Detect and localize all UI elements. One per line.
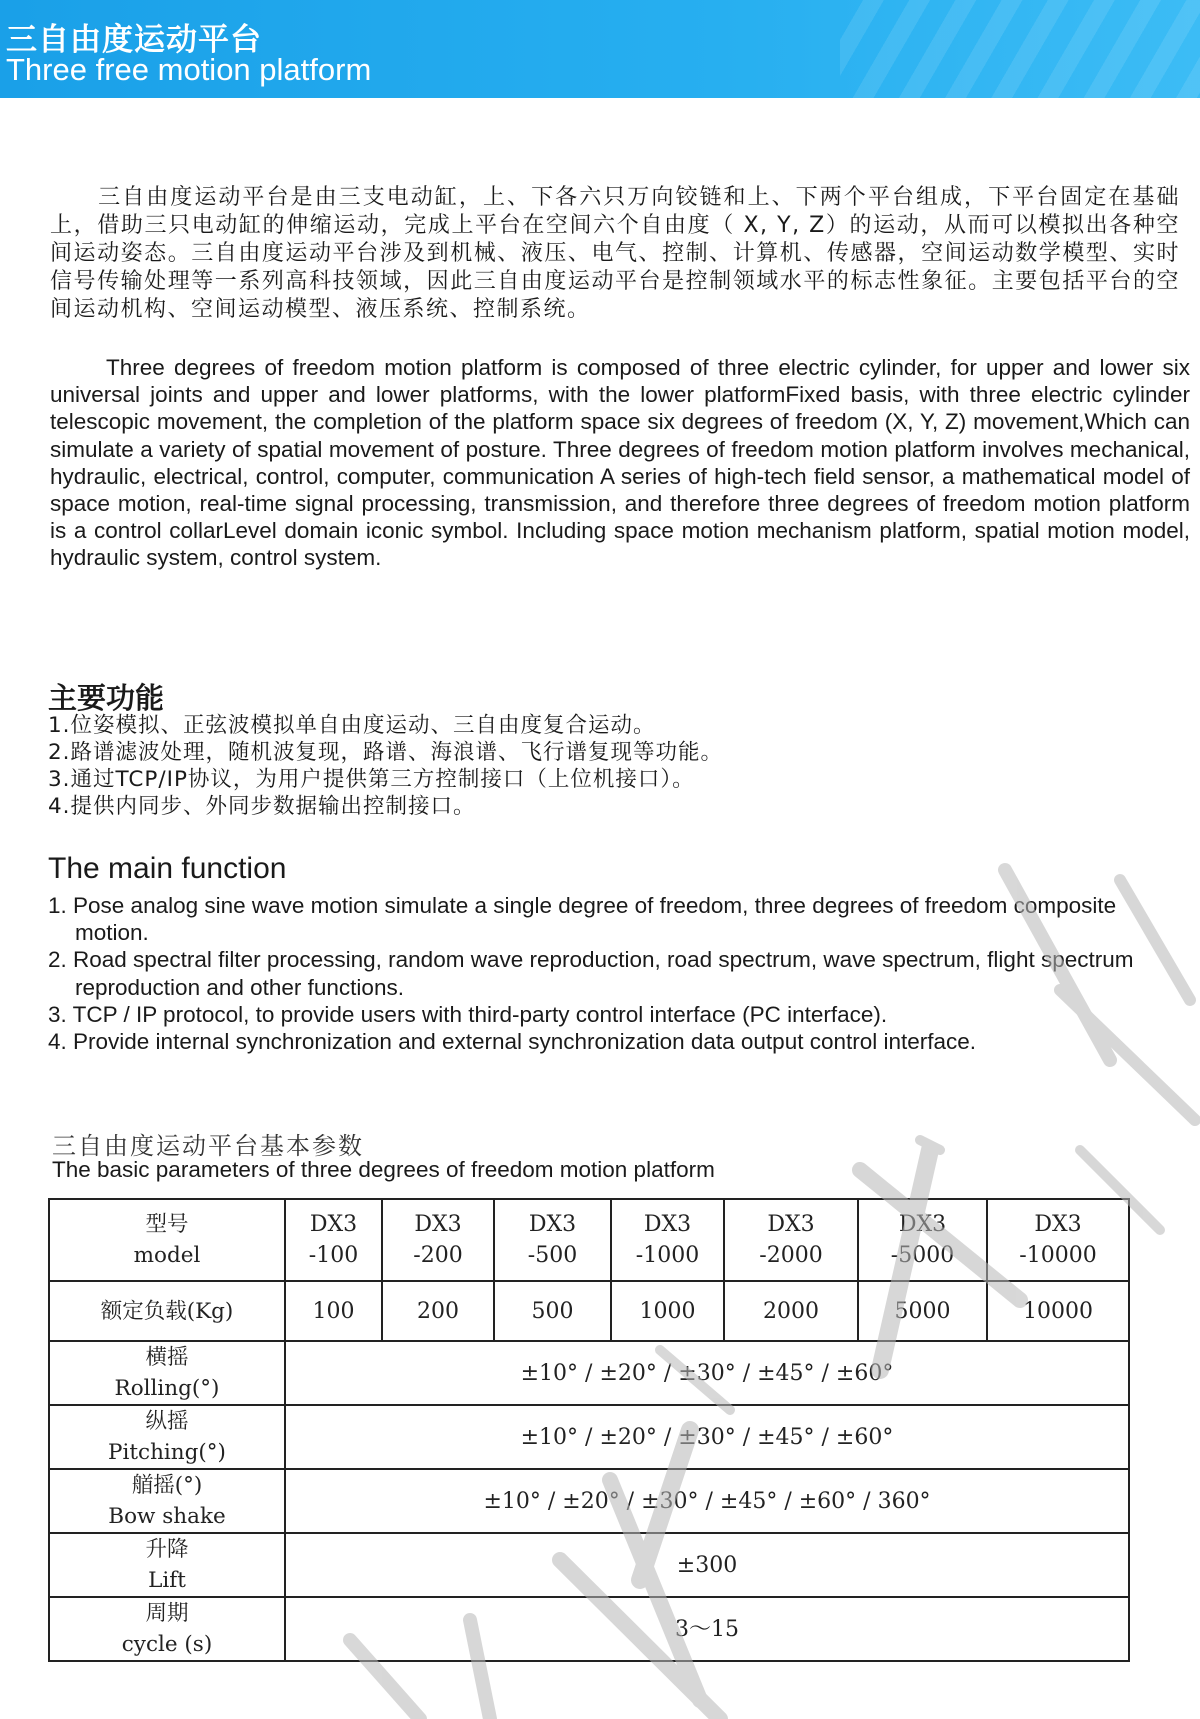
lift-label-en: Lift [148, 1568, 186, 1593]
functions-heading-cn: 主要功能 [48, 681, 165, 715]
intro-paragraph-en-text: Three degrees of freedom motion platform is composed of three electric cylinder, for upper and lower six universal joints and upper and lower platforms, with the lower platformFixed basis, with three electric cylinder telescopic movement, the completion of the platform space six degrees of freedom (X, Y, Z) movement,Which can simulate a variety of spatial movement of posture. Three degrees of freedom motion platform involves mechanical, hydraulic, electrical, control, computer, communication A series of high-tech field sensor, a mathematical model of space motion, real-time signal processing, transmission, and therefore three degrees of freedom motion platform is a control collarLevel domain iconic symbol. Including space motion mechanism platform, spatial motion model, hydraulic system, control system. [50, 355, 1190, 571]
pitching-label [49, 1405, 285, 1469]
function-item-cn: 3.通过TCP/IP协议，为用户提供第三方控制接口（上位机接口）。 [48, 767, 695, 792]
function-item-en: 3. TCP / IP protocol, to provide users with third-party control interface (PC interface). [48, 1001, 888, 1027]
model-name: DX3 [528, 1212, 577, 1237]
bow-shake-label-cn: 艏摇(°) [131, 1473, 203, 1498]
model-name: DX3 [414, 1212, 462, 1237]
bow-shake-value: ±10° / ±20° / ±30° / ±45° / ±60° / 360° [285, 1469, 1129, 1533]
rolling-label-cn: 横摇 [145, 1345, 189, 1370]
load-row [49, 1281, 1129, 1341]
model-cell [858, 1199, 987, 1281]
function-item-en: 4. Provide internal synchronization and external synchronization data output control interface. [48, 1029, 977, 1055]
cycle-label [49, 1597, 285, 1661]
model-suffix: -200 [413, 1243, 463, 1268]
model-cell [611, 1199, 724, 1281]
model-name: DX3 [898, 1212, 947, 1237]
model-name: DX3 [309, 1212, 358, 1237]
functions-list-cn [48, 712, 723, 820]
bow-shake-label-en: Bow shake [108, 1504, 226, 1529]
lift-row [49, 1533, 1129, 1597]
cycle-row [49, 1597, 1129, 1661]
model-label-cn: 型号 [145, 1212, 189, 1237]
model-suffix: -5000 [890, 1243, 955, 1268]
bow-shake-label [49, 1469, 285, 1533]
model-name: DX3 [767, 1212, 815, 1237]
bow-shake-row [49, 1469, 1129, 1533]
model-row [49, 1199, 1129, 1281]
load-label: 额定负载(Kg) [49, 1281, 285, 1341]
function-item-cn: 2.路谱滤波处理，随机波复现，路谱、海浪谱、飞行谱复现等功能。 [48, 740, 724, 765]
lift-value: ±300 [285, 1533, 1129, 1597]
header-title-cn: 三自由度运动平台 [6, 22, 262, 58]
model-cell [382, 1199, 494, 1281]
load-cell: 500 [494, 1281, 611, 1341]
function-item-en: 2. Road spectral filter processing, random wave reproduction, road spectrum, wave spectrum, flight spectrum reproduction and other functions. [48, 947, 1134, 1000]
model-suffix: -10000 [1019, 1243, 1097, 1268]
function-item-en: 1. Pose analog sine wave motion simulate a single degree of freedom, three degrees of freedom composite motion. [48, 893, 1117, 946]
rolling-label [49, 1341, 285, 1405]
cycle-label-cn: 周期 [145, 1601, 189, 1626]
parameters-table [48, 1198, 1130, 1662]
pitching-label-cn: 纵摇 [145, 1409, 189, 1434]
load-cell: 1000 [611, 1281, 724, 1341]
model-cell [494, 1199, 611, 1281]
model-suffix: -500 [527, 1243, 578, 1268]
lift-label [49, 1533, 285, 1597]
function-item-cn: 1.位姿模拟、正弦波模拟单自由度运动、三自由度复合运动。 [48, 713, 656, 738]
pitching-label-en: Pitching(°) [108, 1440, 226, 1465]
rolling-label-en: Rolling(°) [114, 1376, 220, 1401]
function-item-cn: 4.提供内同步、外同步数据输出控制接口。 [48, 794, 476, 819]
functions-heading-en: The main function [48, 852, 287, 885]
model-label-cell [49, 1199, 285, 1281]
table-caption-en: The basic parameters of three degrees of freedom motion platform [52, 1157, 715, 1182]
load-cell: 10000 [987, 1281, 1129, 1341]
header-title-en: Three free motion platform [6, 52, 372, 87]
cycle-label-en: cycle (s) [121, 1632, 213, 1657]
model-suffix: -1000 [635, 1243, 700, 1268]
model-name: DX3 [643, 1212, 692, 1237]
load-cell: 5000 [858, 1281, 987, 1341]
intro-paragraph-cn: 三自由度运动平台是由三支电动缸，上、下各六只万向铰链和上、下两个平台组成，下平台固定在基础上，借助三只电动缸的伸缩运动，完成上平台在空间六个自由度（ X, Y, Z）的运动，从而可以模拟出各种空间运动姿态。三自由度运动平台涉及到机械、液压、电气、控制、计算机、传感器，空间运动数学模型、实时信号传输处理等一系列高科技领域，因此三自由度运动平台是控制领域水平的标志性象征。主要包括平台的空间运动机构、空间运动模型、液压系统、控制系统。 [50, 185, 1180, 322]
model-cell [724, 1199, 858, 1281]
page-header [0, 0, 1200, 98]
rolling-value: ±10° / ±20° / ±30° / ±45° / ±60° [285, 1341, 1129, 1405]
model-suffix: -100 [308, 1243, 359, 1268]
load-cell: 100 [285, 1281, 382, 1341]
cycle-value: 3～15 [285, 1597, 1129, 1661]
functions-list-en [48, 892, 1188, 1055]
table-caption-cn: 三自由度运动平台基本参数 [52, 1132, 364, 1160]
model-suffix: -2000 [759, 1243, 823, 1268]
model-name: DX3 [1034, 1212, 1082, 1237]
model-cell [987, 1199, 1129, 1281]
intro-paragraph-en [50, 354, 1190, 572]
pitching-row [49, 1405, 1129, 1469]
rolling-row [49, 1341, 1129, 1405]
pitching-value: ±10° / ±20° / ±30° / ±45° / ±60° [285, 1405, 1129, 1469]
load-cell: 2000 [724, 1281, 858, 1341]
model-label-en: model [133, 1243, 201, 1268]
lift-label-cn: 升降 [145, 1537, 189, 1562]
model-cell [285, 1199, 382, 1281]
load-cell: 200 [382, 1281, 494, 1341]
